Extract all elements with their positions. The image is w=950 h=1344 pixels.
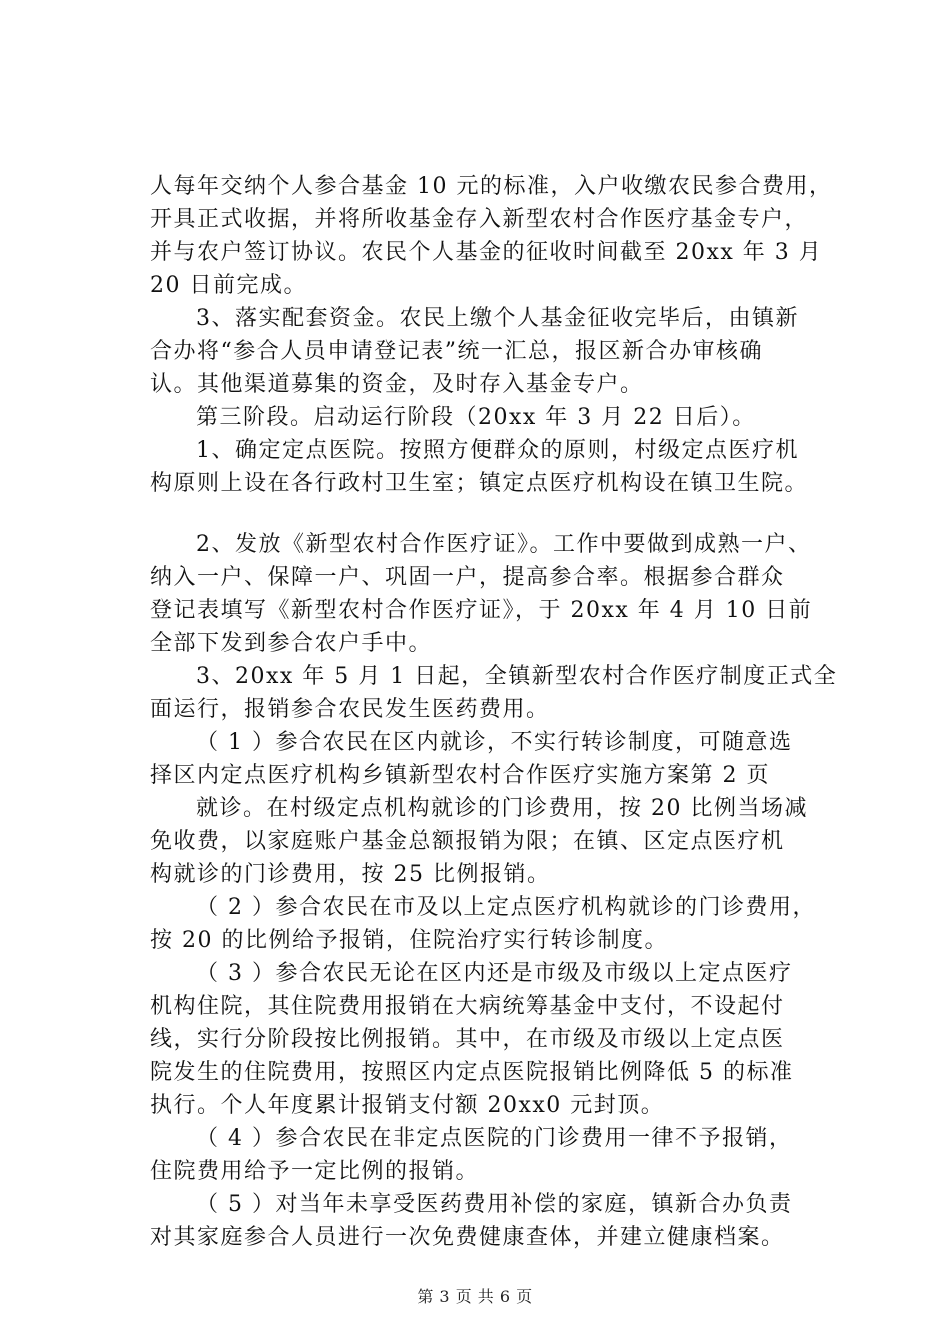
text-line: 2、发放《新型农村合作医疗证》。工作中要做到成熟一户、 bbox=[196, 532, 812, 557]
text-line: （ 1 ）参合农民在区内就诊，不实行转诊制度，可随意选 bbox=[196, 730, 793, 755]
text-line: （ 4 ）参合农民在非定点医院的门诊费用一律不予报销， bbox=[196, 1126, 793, 1151]
text-line: 就诊。在村级定点机构就诊的门诊费用，按 20 比例当场减 bbox=[196, 796, 808, 821]
text-line: 20 日前完成。 bbox=[150, 273, 307, 298]
text-line: （ 2 ）参合农民在市及以上定点医疗机构就诊的门诊费用， bbox=[196, 895, 816, 920]
text-line: 1、确定定点医院。按照方便群众的原则，村级定点医疗机 bbox=[196, 438, 799, 463]
text-line: 面运行，报销参合农民发生医药费用。 bbox=[150, 697, 550, 722]
text-line: 执行。个人年度累计报销支付额 20xx0 元封顶。 bbox=[150, 1093, 665, 1118]
text-line: 3、20xx 年 5 月 1 日起，全镇新型农村合作医疗制度正式全 bbox=[196, 664, 838, 689]
text-line: 3、落实配套资金。农民上缴个人基金征收完毕后，由镇新 bbox=[196, 306, 799, 331]
text-line: 免收费，以家庭账户基金总额报销为限；在镇、区定点医疗机 bbox=[150, 829, 785, 854]
text-line: 认。其他渠道募集的资金，及时存入基金专户。 bbox=[150, 372, 644, 397]
text-line: （ 5 ）对当年未享受医药费用补偿的家庭，镇新合办负责 bbox=[196, 1192, 793, 1217]
text-line: 院发生的住院费用，按照区内定点医院报销比例降低 5 的标准 bbox=[150, 1060, 794, 1085]
section-heading: 第三阶段。启动运行阶段（20xx 年 3 月 22 日后）。 bbox=[196, 405, 756, 430]
text-line: 登记表填写《新型农村合作医疗证》，于 20xx 年 4 月 10 日前 bbox=[150, 598, 813, 623]
text-line: 人每年交纳个人参合基金 10 元的标准，入户收缴农民参合费用， bbox=[150, 174, 833, 199]
text-line: 纳入一户、保障一户、巩固一户，提高参合率。根据参合群众 bbox=[150, 565, 785, 590]
text-line: 全部下发到参合农户手中。 bbox=[150, 631, 433, 656]
text-line: 并与农户签订协议。农民个人基金的征收时间截至 20xx 年 3 月 bbox=[150, 240, 823, 265]
text-line: 开具正式收据，并将所收基金存入新型农村合作医疗基金专户， bbox=[150, 207, 809, 232]
text-line: 住院费用给予一定比例的报销。 bbox=[150, 1159, 480, 1184]
text-line: 择区内定点医疗机构乡镇新型农村合作医疗实施方案第 2 页 bbox=[150, 763, 770, 788]
text-line: 按 20 的比例给予报销，住院治疗实行转诊制度。 bbox=[150, 928, 668, 953]
page-number-footer: 第 3 页 共 6 页 bbox=[417, 1287, 533, 1306]
text-line: 合办将“参合人员申请登记表”统一汇总，报区新合办审核确 bbox=[150, 339, 763, 364]
text-line: 机构住院，其住院费用报销在大病统筹基金中支付，不设起付 bbox=[150, 994, 785, 1019]
text-line: 构就诊的门诊费用，按 25 比例报销。 bbox=[150, 862, 551, 887]
text-line: （ 3 ）参合农民无论在区内还是市级及市级以上定点医疗 bbox=[196, 961, 793, 986]
text-line: 对其家庭参合人员进行一次免费健康查体，并建立健康档案。 bbox=[150, 1225, 785, 1250]
text-line: 线，实行分阶段按比例报销。其中，在市级及市级以上定点医 bbox=[150, 1027, 785, 1052]
text-line: 构原则上设在各行政村卫生室；镇定点医疗机构设在镇卫生院。 bbox=[150, 471, 809, 496]
